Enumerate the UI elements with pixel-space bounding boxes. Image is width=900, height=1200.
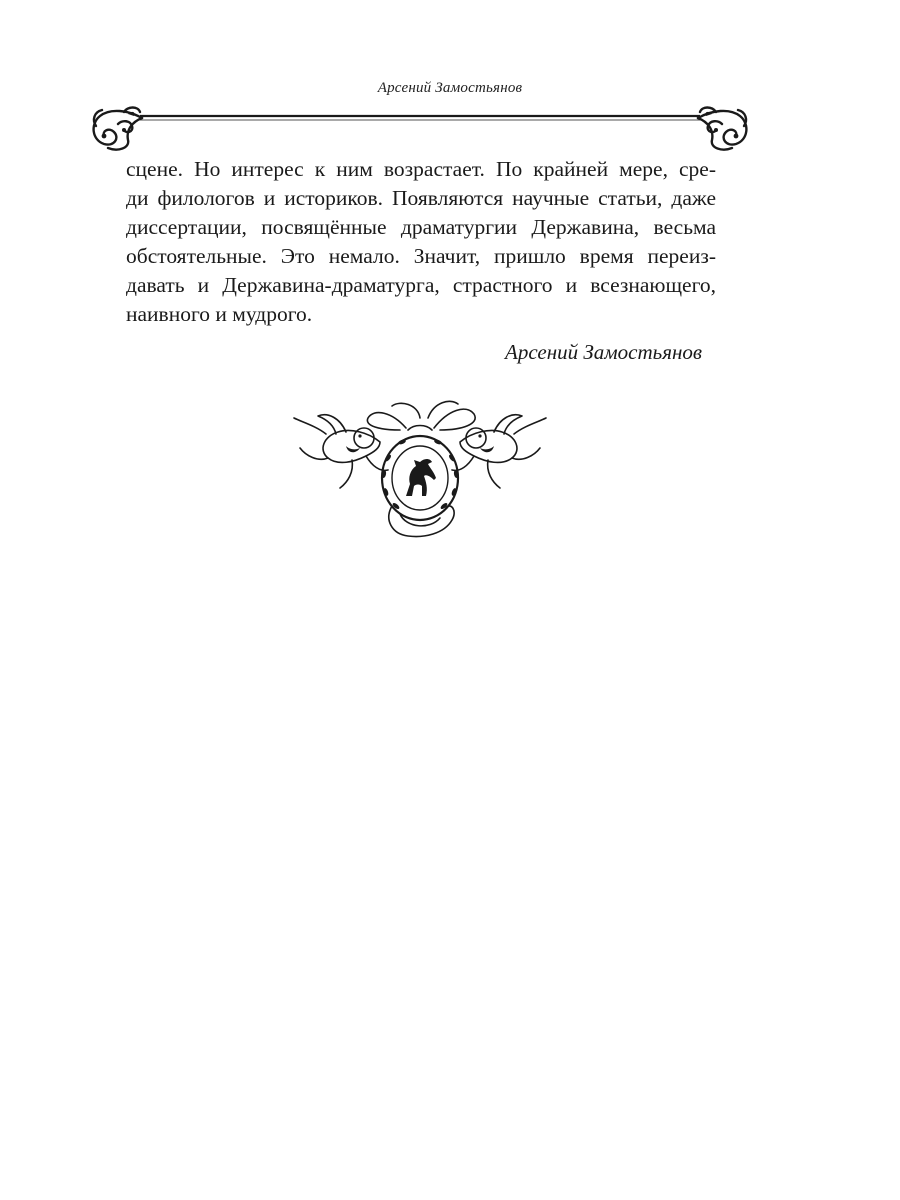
paragraph-line: обстоятельные. Это немало. Значит, пришло время переиз- (126, 244, 716, 268)
paragraph-line: диссертации, посвящённые драматургии Державина, весьма (126, 215, 716, 239)
paragraph-line: давать и Державина-драматурга, страстного и всезнающего, (126, 273, 716, 297)
scroll-flourish-ornament (84, 100, 756, 156)
paragraph-line: сцене. Но интерес к ним возрастает. По крайней мере, сре- (126, 157, 716, 181)
paragraph-line: ди филологов и историков. Появляются научные статьи, даже (126, 186, 716, 210)
cherubs-wreath-horse-vignette (288, 398, 552, 544)
paragraph-line: наивного и мудрого. (126, 302, 313, 326)
body-paragraph (126, 155, 716, 329)
running-head: Арсений Замостьянов (377, 80, 523, 96)
author-signature: Арсений Замостьянов (505, 340, 702, 364)
